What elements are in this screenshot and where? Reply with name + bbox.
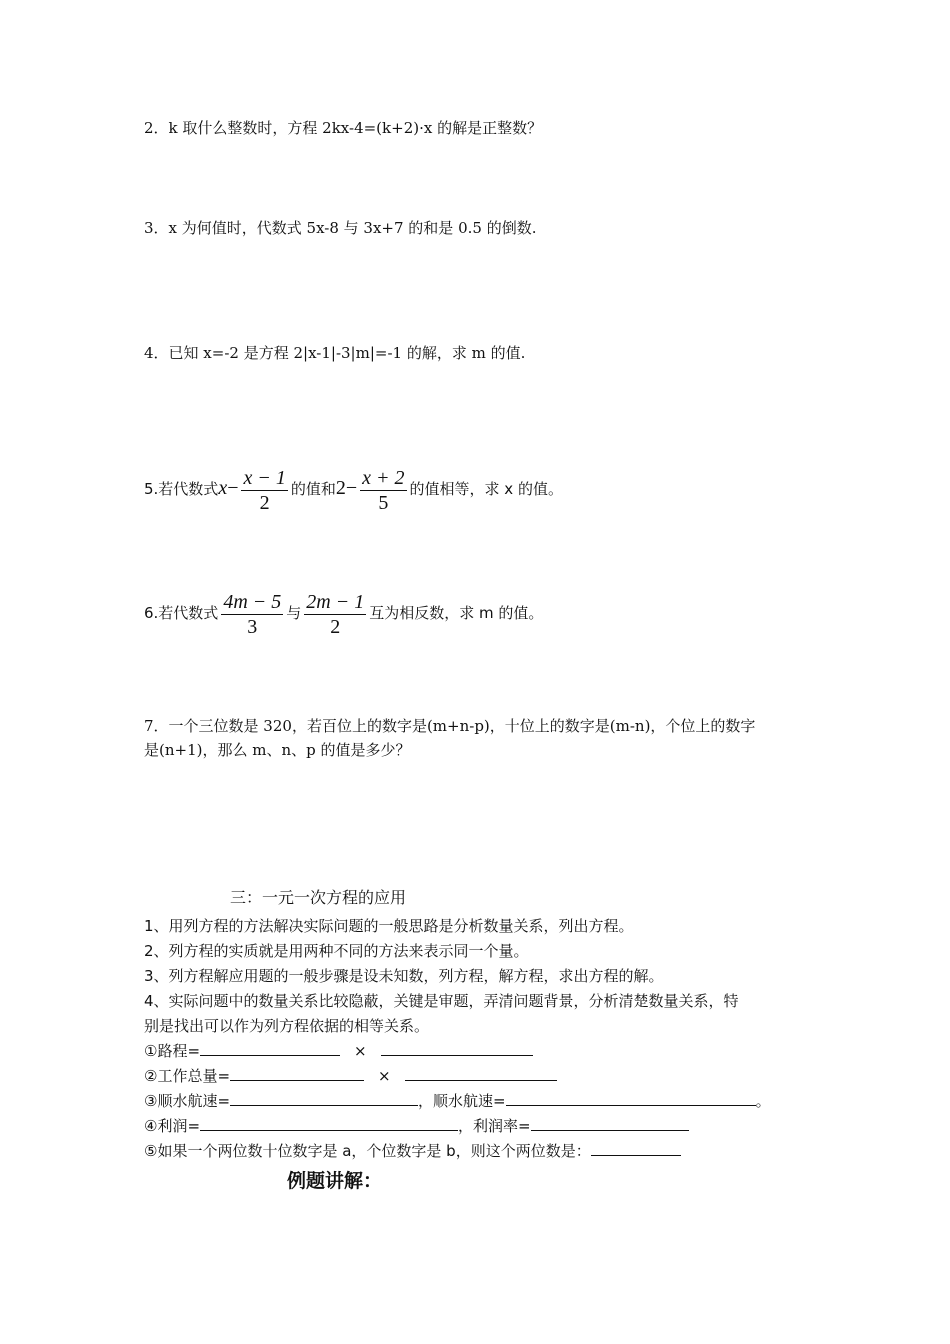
problem-7-line-2: 是(n+1)，那么 m、n、p 的值是多少？ (144, 741, 411, 759)
fraction-numerator: 4m − 5 (223, 590, 282, 613)
problem-5-middle: 的值和 (290, 480, 336, 498)
fill-profit-rate-label: 利润率= (473, 1117, 531, 1135)
section-3-point-1: 1、用列方程的方法解决实际问题的一般思路是分析数量关系，列出方程。 (144, 917, 634, 935)
fill-blank-two-digit[interactable] (591, 1141, 681, 1156)
fraction-denominator: 5 (378, 491, 389, 514)
problem-5-minus: − (227, 477, 239, 499)
problem-2: 2．k 取什么整数时，方程 2kx-4=(k+2)·x 的解是正整数？ (144, 119, 543, 137)
fraction-denominator: 3 (247, 615, 258, 638)
problem-6-suffix: 互为相反数，求 m 的值。 (369, 604, 544, 622)
comma: ， (458, 1117, 474, 1135)
fraction-numerator: x − 1 (243, 466, 286, 489)
problem-7-line-1: 7．一个三位数是 320，若百位上的数字是(m+n-p)，十位上的数字是(m-n)，个位上的数字 (144, 717, 756, 735)
section-3-point-5: 别是找出可以作为列方程依据的相等关系。 (144, 1017, 430, 1035)
fraction-denominator: 2 (330, 615, 341, 638)
comma: ， (418, 1092, 434, 1110)
fill-profit-label: ④利润= (144, 1117, 201, 1135)
fraction-4m-minus-5-over-3 (221, 591, 283, 638)
problem-6 (144, 587, 543, 639)
fill-blank-distance-1[interactable] (200, 1041, 340, 1056)
section-3-point-4: 4、实际问题中的数量关系比较隐蔽，关键是审题，弄清问题背景，分析清楚数量关系，特 (144, 992, 739, 1010)
fraction-x-plus-2-over-5 (360, 467, 406, 514)
fraction-2m-minus-1-over-2 (304, 591, 366, 638)
problem-5-x: x (218, 477, 228, 499)
fill-blank-profit[interactable] (200, 1116, 458, 1131)
fill-profit (144, 1115, 689, 1137)
fill-downstream2-label: 顺水航速= (433, 1092, 506, 1110)
fill-work (144, 1065, 557, 1087)
problem-5-two: 2 (335, 477, 346, 499)
fill-work-label: ②工作总量= (144, 1067, 231, 1085)
fraction-numerator: x + 2 (362, 466, 405, 489)
problem-4: 4．已知 x=-2 是方程 2|x-1|-3|m|=-1 的解，求 m 的值. (144, 344, 526, 362)
section-3-point-2: 2、列方程的实质就是用两种不同的方法来表示同一个量。 (144, 942, 529, 960)
times-sign: × (354, 1042, 367, 1060)
fill-two-digit (144, 1140, 681, 1162)
fill-downstream (144, 1090, 771, 1112)
problem-5-minus-2: − (345, 477, 358, 499)
fill-blank-work-1[interactable] (230, 1066, 364, 1081)
fill-distance (144, 1040, 533, 1062)
fraction-denominator: 2 (259, 491, 270, 514)
problem-5-suffix: 的值相等，求 x 的值。 (409, 480, 563, 498)
fill-blank-distance-2[interactable] (381, 1041, 533, 1056)
section-3-point-3: 3、列方程解应用题的一般步骤是设未知数，列方程，解方程，求出方程的解。 (144, 967, 664, 985)
fraction-numerator: 2m − 1 (306, 590, 365, 613)
period: 。 (755, 1092, 771, 1110)
fill-blank-downstream-1[interactable] (230, 1091, 418, 1106)
fill-blank-work-2[interactable] (405, 1066, 557, 1081)
problem-6-middle: 与 (286, 604, 302, 622)
problem-6-prefix: 6.若代数式 (144, 604, 219, 622)
fill-blank-profit-rate[interactable] (531, 1116, 689, 1131)
problem-3: 3．x 为何值时，代数式 5x-8 与 3x+7 的和是 0.5 的倒数. (144, 219, 537, 237)
problem-5-prefix: 5.若代数式 (144, 480, 219, 498)
fill-distance-label: ①路程= (144, 1042, 201, 1060)
section-3-title: 三：一元一次方程的应用 (230, 888, 407, 907)
fill-blank-downstream-2[interactable] (506, 1091, 756, 1106)
example-heading: 例题讲解： (287, 1170, 383, 1192)
fill-downstream-label: ③顺水航速= (144, 1092, 231, 1110)
fill-two-digit-label: ⑤如果一个两位数十位数字是 a，个位数字是 b，则这个两位数是： (144, 1142, 591, 1160)
problem-5 (144, 462, 563, 515)
fraction-x-minus-1-over-2 (241, 467, 287, 514)
times-sign: × (378, 1067, 391, 1085)
